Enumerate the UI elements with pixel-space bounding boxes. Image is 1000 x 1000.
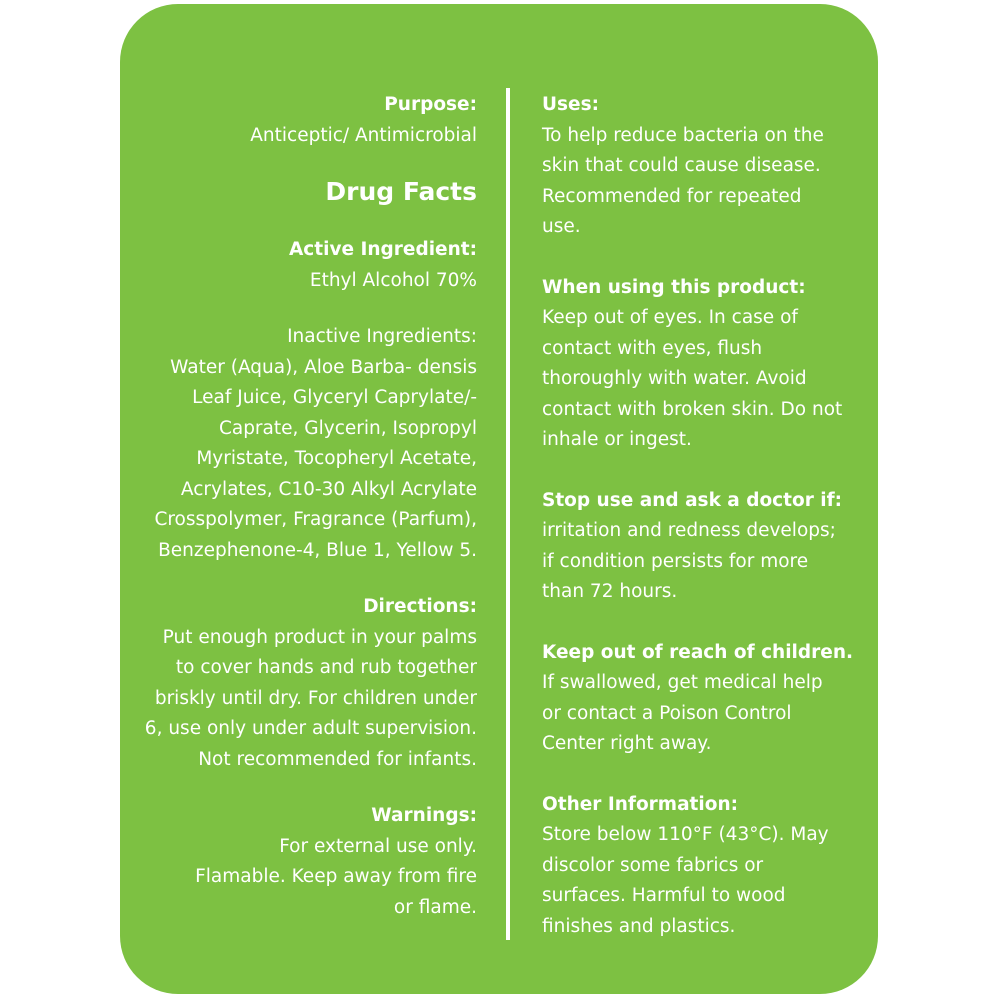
inactive-ingredients-text: Water (Aqua), Aloe Barba- densis Leaf Juice, Glyceryl Caprylate/- Caprate, Glycerin, Isopropyl Myristate, Tocopheryl Acetate, Acrylates, C10-30 Alkyl Acrylate Crosspolymer, Fragrance (Parfum), Benzephenone-4, Blue 1, Yellow 5. <box>154 356 477 561</box>
active-ingredient-section <box>120 235 477 296</box>
uses-section <box>542 90 872 243</box>
other-information-text: Store below 110°F (43°C). May discolor some fabrics or surfaces. Harmful to wood finishes and plastics. <box>542 824 829 937</box>
right-column <box>542 90 872 942</box>
keep-out-heading: Keep out of reach of children. <box>542 641 854 663</box>
active-ingredient-text: Ethyl Alcohol 70% <box>309 269 477 291</box>
purpose-text: Anticeptic/ Antimicrobial <box>250 124 477 146</box>
uses-heading: Uses: <box>542 94 599 115</box>
keep-out-section <box>542 638 872 760</box>
when-using-heading: When using this product: <box>542 276 806 298</box>
drug-facts-title: Drug Facts <box>325 177 477 206</box>
column-divider <box>506 88 510 940</box>
directions-text: Put enough product in your palms to cover hands and rub together briskly until dry. For children under 6, use only under adult supervision. Not recommended for infants. <box>144 626 477 770</box>
keep-out-text: If swallowed, get medical help or contact a Poison Control Center right away. <box>542 672 823 754</box>
warnings-section <box>120 801 477 923</box>
active-ingredient-heading: Active Ingredient: <box>288 239 477 260</box>
warnings-text: For external use only. Flamable. Keep away from fire or flame. <box>195 835 477 918</box>
other-information-section <box>542 790 872 943</box>
directions-heading: Directions: <box>363 596 477 617</box>
inactive-ingredients-heading: Inactive Ingredients: <box>287 326 477 347</box>
purpose-heading: Purpose: <box>384 94 477 115</box>
directions-section <box>120 592 477 775</box>
stop-use-section <box>542 486 872 608</box>
uses-text: To help reduce bacteria on the skin that could cause disease. Recommended for repeated use. <box>542 124 824 237</box>
purpose-section <box>120 90 477 151</box>
stop-use-text: irritation and redness develops; if condition persists for more than 72 hours. <box>542 520 836 602</box>
other-information-heading: Other Information: <box>542 793 739 815</box>
left-column <box>120 90 477 923</box>
drug-facts-label <box>120 4 878 994</box>
inactive-ingredients-section <box>120 322 477 566</box>
when-using-text: Keep out of eyes. In case of contact with eyes, flush thoroughly with water. Avoid contact with broken skin. Do not inhale or ingest. <box>542 307 843 450</box>
when-using-section <box>542 273 872 456</box>
stop-use-heading: Stop use and ask a doctor if: <box>542 489 843 511</box>
warnings-heading: Warnings: <box>371 805 477 826</box>
